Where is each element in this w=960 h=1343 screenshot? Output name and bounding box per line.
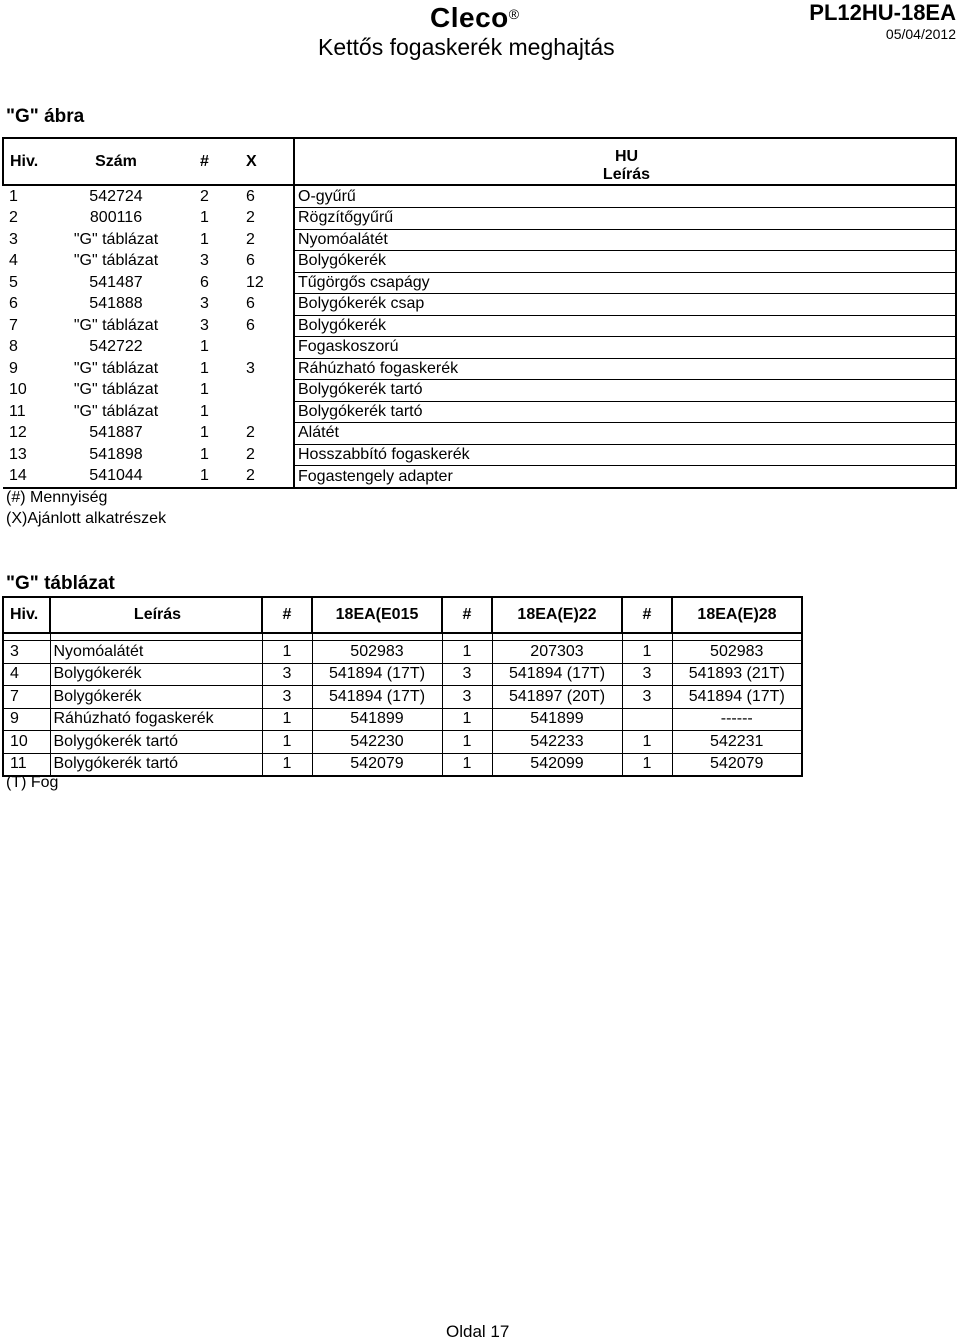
spacer-cell xyxy=(312,633,442,641)
part-qty: 1 xyxy=(200,359,209,377)
g-qty: 1 xyxy=(262,753,312,776)
col-desc xyxy=(294,138,956,185)
g-qty: 3 xyxy=(442,663,492,686)
part-description: Bolygókerék tartó xyxy=(294,401,956,423)
g-description: Ráhúzható fogaskerék xyxy=(50,708,262,731)
part-description: Bolygókerék tartó xyxy=(294,380,956,402)
g-qty xyxy=(622,708,672,731)
table-row xyxy=(3,358,956,380)
document-title: Kettős fogaskerék meghajtás xyxy=(318,34,615,60)
part-recommended: 2 xyxy=(246,230,255,248)
g-col-qty-1: # xyxy=(262,597,312,633)
g-part: 542231 xyxy=(672,731,802,754)
parts-table xyxy=(2,137,957,489)
g-part: 541894 (17T) xyxy=(312,663,442,686)
part-qty: 1 xyxy=(183,466,226,489)
part-qty: 1 xyxy=(200,381,209,399)
part-number: 541487 xyxy=(89,273,143,291)
part-number: 800116 xyxy=(89,209,143,227)
part-recommended: 6 xyxy=(246,295,255,313)
part-ref: 7 xyxy=(9,316,18,334)
part-recommended: 3 xyxy=(246,359,255,377)
part-recommended: 6 xyxy=(246,187,255,205)
g-ref: 3 xyxy=(3,641,50,664)
col-szam: Szám xyxy=(49,138,183,185)
part-recommended xyxy=(226,337,294,359)
col-x: X xyxy=(226,138,294,185)
part-ref: 5 xyxy=(9,273,18,291)
table-row xyxy=(3,663,802,686)
g-part: 542099 xyxy=(492,753,622,776)
g-col-qty-2: # xyxy=(442,597,492,633)
table-row xyxy=(3,251,956,273)
table-row xyxy=(3,466,956,489)
part-recommended: 2 xyxy=(226,466,294,489)
g-ref: 4 xyxy=(3,663,50,686)
col-lang: HU xyxy=(614,148,639,165)
g-qty: 1 xyxy=(442,753,492,776)
table-row xyxy=(3,229,956,251)
part-recommended: 2 xyxy=(246,445,255,463)
part-qty: 2 xyxy=(200,187,209,205)
g-qty: 1 xyxy=(622,731,672,754)
g-part: 542079 xyxy=(312,753,442,776)
g-part: 542079 xyxy=(672,753,802,776)
table-row xyxy=(3,708,802,731)
part-number: "G" táblázat xyxy=(73,230,159,248)
g-qty: 3 xyxy=(262,663,312,686)
g-qty: 1 xyxy=(442,731,492,754)
part-ref: 12 xyxy=(9,424,27,442)
g-ref: 11 xyxy=(3,753,50,776)
part-ref: 6 xyxy=(9,295,18,313)
part-number: 541898 xyxy=(89,445,143,463)
part-qty: 3 xyxy=(200,252,209,270)
g-part: 541894 (17T) xyxy=(672,686,802,709)
g-part: 207303 xyxy=(492,641,622,664)
g-ref: 9 xyxy=(3,708,50,731)
part-description: Alátét xyxy=(294,423,956,445)
table-row xyxy=(3,380,956,402)
part-ref: 11 xyxy=(9,402,26,420)
g-qty: 1 xyxy=(262,731,312,754)
g-part: 541894 (17T) xyxy=(312,686,442,709)
g-description: Bolygókerék tartó xyxy=(50,753,262,776)
g-col-desc: Leírás xyxy=(50,597,262,633)
g-qty: 1 xyxy=(442,708,492,731)
g-description: Bolygókerék xyxy=(50,663,262,686)
part-ref: 4 xyxy=(9,252,18,270)
part-recommended: 6 xyxy=(246,252,255,270)
g-qty: 1 xyxy=(262,641,312,664)
table-row xyxy=(3,641,802,664)
part-number: 541888 xyxy=(89,295,143,313)
part-qty: 3 xyxy=(200,316,209,334)
g-col-model-3: 18EA(E)28 xyxy=(672,597,802,633)
legend-quantity: (#) Mennyiség xyxy=(6,489,108,506)
part-description: Bolygókerék xyxy=(294,315,956,337)
registered-mark: ® xyxy=(508,6,520,22)
g-table-heading: "G" táblázat xyxy=(6,573,115,594)
part-ref: 3 xyxy=(9,230,18,248)
spacer-cell xyxy=(262,633,312,641)
g-qty: 1 xyxy=(622,753,672,776)
document-code: PL12HU-18EA xyxy=(809,0,956,25)
part-recommended xyxy=(226,380,294,402)
part-number: 542724 xyxy=(89,187,143,205)
part-description: Tűgörgős csapágy xyxy=(294,272,956,294)
g-qty: 3 xyxy=(262,686,312,709)
table-row xyxy=(3,731,802,754)
part-qty: 1 xyxy=(200,445,209,463)
part-description: Fogaskoszorú xyxy=(294,337,956,359)
spacer-cell xyxy=(442,633,492,641)
document-date: 05/04/2012 xyxy=(885,26,956,42)
table-row xyxy=(3,444,956,466)
brand-name: Cleco xyxy=(430,2,509,33)
part-number: "G" táblázat xyxy=(73,316,159,334)
g-ref: 7 xyxy=(3,686,50,709)
part-ref: 1 xyxy=(9,187,18,205)
table-row xyxy=(3,208,956,230)
col-qty: # xyxy=(183,138,226,185)
part-ref: 2 xyxy=(9,209,18,227)
table-row xyxy=(3,272,956,294)
part-description: Nyomóalátét xyxy=(294,229,956,251)
g-part: 502983 xyxy=(312,641,442,664)
spacer-cell xyxy=(622,633,672,641)
page-number: Oldal 17 xyxy=(446,1322,510,1341)
row-spacer xyxy=(3,633,802,641)
part-description: O-gyűrű xyxy=(294,185,956,208)
part-recommended: 2 xyxy=(246,424,255,442)
part-recommended xyxy=(226,401,294,423)
table-row xyxy=(3,401,956,423)
g-part: 502983 xyxy=(672,641,802,664)
g-col-qty-3: # xyxy=(622,597,672,633)
figure-heading: "G" ábra xyxy=(6,106,85,127)
part-number: "G" táblázat xyxy=(73,381,159,399)
g-qty: 3 xyxy=(622,663,672,686)
table-row xyxy=(3,294,956,316)
g-ref: 10 xyxy=(3,731,50,754)
spacer-cell xyxy=(492,633,622,641)
part-ref: 9 xyxy=(9,359,18,377)
parts-table-header xyxy=(3,138,956,185)
g-part: 541894 (17T) xyxy=(492,663,622,686)
part-number: "G" táblázat xyxy=(73,402,159,420)
table-row xyxy=(3,753,802,776)
part-description: Bolygókerék csap xyxy=(294,294,956,316)
spacer-cell xyxy=(50,633,262,641)
part-number: "G" táblázat xyxy=(73,359,159,377)
g-part: 541893 (21T) xyxy=(672,663,802,686)
part-qty: 1 xyxy=(200,338,209,356)
legend-recommended: (X)Ajánlott alkatrészek xyxy=(6,510,167,527)
col-desc-label: Leírás xyxy=(602,166,651,183)
part-recommended: 2 xyxy=(246,209,255,227)
part-ref: 14 xyxy=(3,466,49,489)
table-row xyxy=(3,185,956,208)
table-row xyxy=(3,315,956,337)
g-col-model-1: 18EA(E015 xyxy=(312,597,442,633)
g-qty: 1 xyxy=(442,641,492,664)
g-col-hiv: Hiv. xyxy=(3,597,50,633)
g-table-header xyxy=(3,597,802,633)
spacer-cell xyxy=(672,633,802,641)
part-number: 541887 xyxy=(89,424,143,442)
g-part: 541899 xyxy=(312,708,442,731)
g-description: Bolygókerék tartó xyxy=(50,731,262,754)
part-qty: 1 xyxy=(200,230,209,248)
part-description: Ráhúzható fogaskerék xyxy=(294,358,956,380)
table-row xyxy=(3,337,956,359)
g-part: 542233 xyxy=(492,731,622,754)
table-row xyxy=(3,686,802,709)
g-description: Bolygókerék xyxy=(50,686,262,709)
g-qty: 1 xyxy=(262,708,312,731)
table-row xyxy=(3,423,956,445)
part-qty: 1 xyxy=(200,424,209,442)
g-col-model-2: 18EA(E)22 xyxy=(492,597,622,633)
part-number: "G" táblázat xyxy=(73,252,159,270)
g-part: 542230 xyxy=(312,731,442,754)
g-part: ------ xyxy=(672,708,802,731)
part-qty: 1 xyxy=(200,402,209,420)
part-number: 541044 xyxy=(49,466,183,489)
col-hiv: Hiv. xyxy=(3,138,49,185)
part-description: Bolygókerék xyxy=(294,251,956,273)
part-qty: 3 xyxy=(200,295,209,313)
g-table xyxy=(2,596,803,777)
g-description: Nyomóalátét xyxy=(50,641,262,664)
part-description: Fogastengely adapter xyxy=(294,466,956,489)
g-part: 541897 (20T) xyxy=(492,686,622,709)
brand-logo xyxy=(430,2,520,34)
g-qty: 3 xyxy=(442,686,492,709)
part-qty: 6 xyxy=(200,273,209,291)
part-recommended: 6 xyxy=(246,316,255,334)
g-qty: 1 xyxy=(622,641,672,664)
part-description: Hosszabbító fogaskerék xyxy=(294,444,956,466)
spacer-cell xyxy=(3,633,50,641)
part-ref: 13 xyxy=(9,445,27,463)
part-description: Rögzítőgyűrű xyxy=(294,208,956,230)
part-ref: 10 xyxy=(9,381,27,399)
part-number: 542722 xyxy=(89,338,143,356)
g-part: 541899 xyxy=(492,708,622,731)
g-qty: 3 xyxy=(622,686,672,709)
part-qty: 1 xyxy=(200,209,209,227)
part-recommended: 12 xyxy=(246,273,264,291)
part-ref: 8 xyxy=(9,338,18,356)
g-table-footnote: (T) Fog xyxy=(6,774,59,791)
